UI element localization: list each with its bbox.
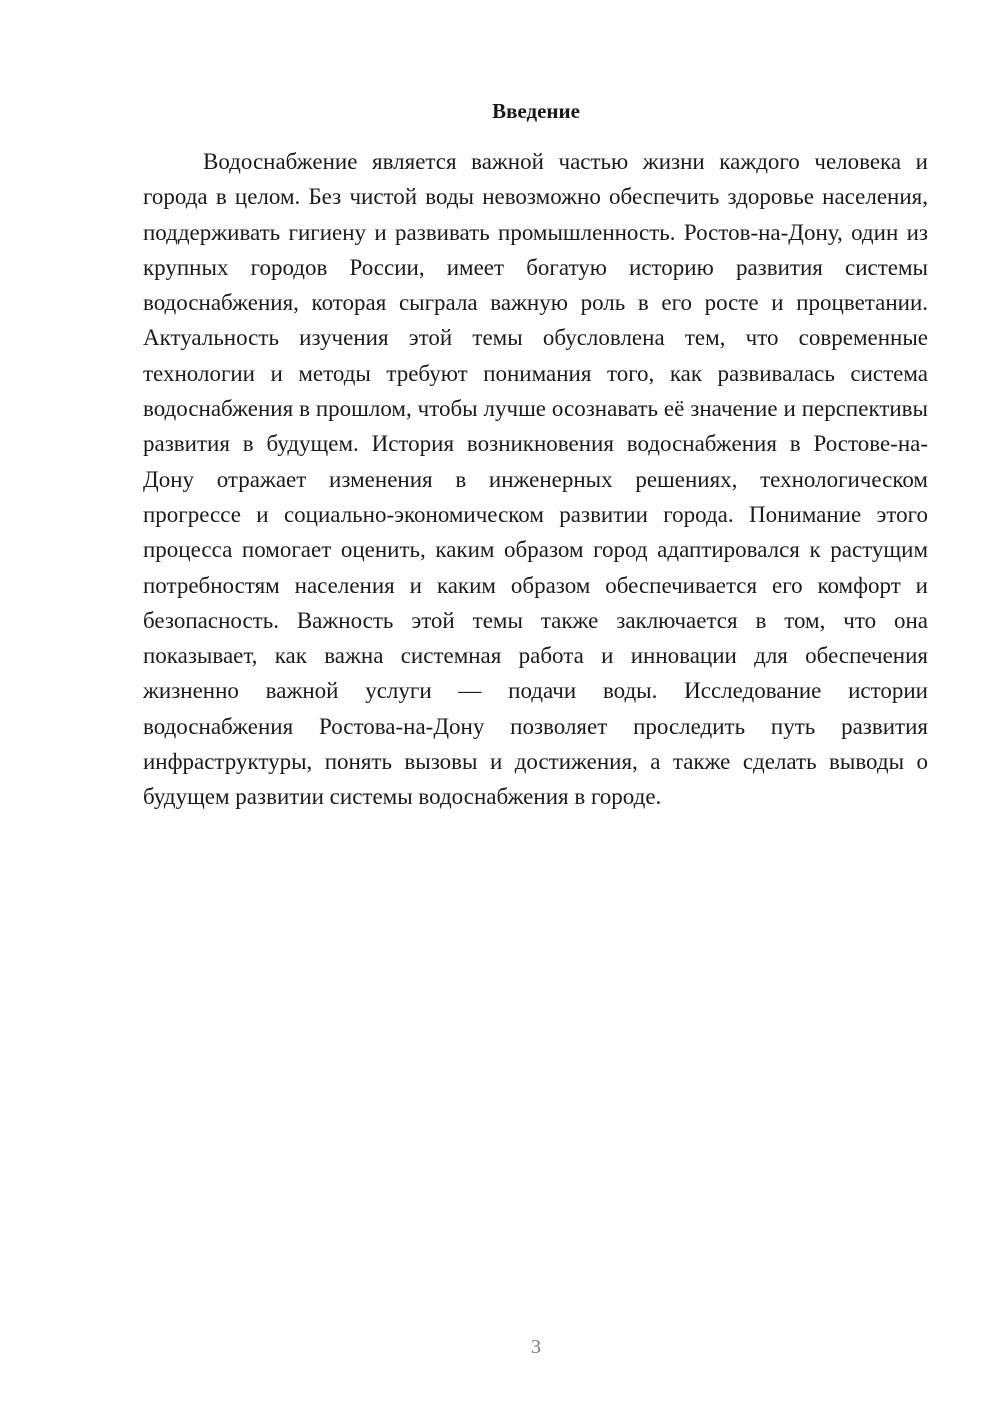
introduction-paragraph: Водоснабжение является важной частью жизни каждого человека и города в целом. Без чистой воды невозможно обеспечить здоровье населения, поддерживать гигиену и развивать промышленность. Ростов-на-Дону, один из крупных городов России, имеет богатую историю развития системы водоснабжения, которая сыграла важную роль в его росте и процветании. Актуальность изучения этой темы обусловлена тем, что современные технологии и методы требуют понимания того, как развивалась система водоснабжения в прошлом, чтобы лучше осознавать её значение и перспективы развития в будущем. История возникновения водоснабжения в Ростове-на-Дону отражает изменения в инженерных решениях, технологическом прогрессе и социально-экономическом развитии города. Понимание этого процесса помогает оценить, каким образом город адаптировался к растущим потребностям населения и каким образом обеспечивается его комфорт и безопасность. Важность этой темы также заключается в том, что она показывает, как важна системная работа и инновации для обеспечения жизненно важной услуги — подачи воды. Исследование истории водоснабжения Ростова-на-Дону позволяет проследить путь развития инфраструктуры, понять вызовы и достижения, а также сделать выводы о будущем развитии системы водоснабжения в городе. (143, 149, 928, 810)
page-number: 3 (531, 1336, 541, 1358)
section-heading: Введение (492, 99, 580, 123)
